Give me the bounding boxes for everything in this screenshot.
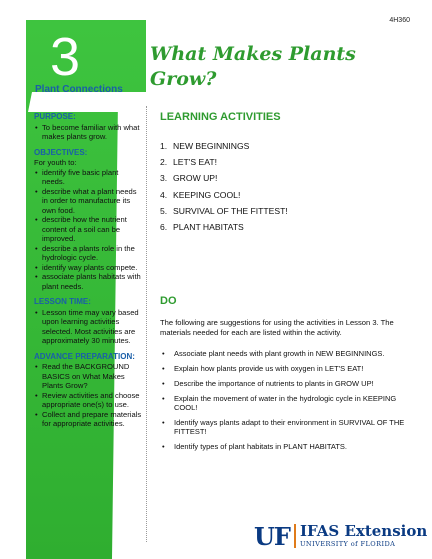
document-code: 4H360 bbox=[389, 17, 410, 24]
do-list bbox=[160, 349, 405, 457]
objective-item: • associate plants habitats with plant needs. bbox=[34, 272, 142, 291]
do-item: • Associate plant needs with plant growth in NEW BEGINNINGS. bbox=[160, 349, 405, 358]
do-intro: The following are suggestions for using the activities in Lesson 3. The materials needed for each are listed within the activity. bbox=[160, 318, 394, 337]
logo-university: UNIVERSITY of FLORIDA bbox=[299, 540, 396, 549]
page-title: What Makes Plants Grow? bbox=[150, 43, 356, 90]
do-item: • Explain how plants provide us with oxygen in LET'S EAT! bbox=[160, 364, 405, 373]
purpose-item: • To become familiar with what makes plants grow. bbox=[34, 123, 142, 142]
lesson-title: Plant Connections bbox=[35, 84, 123, 95]
lesson-number: 3 bbox=[50, 27, 81, 87]
learning-activities-list bbox=[160, 138, 288, 235]
lesson-time-list bbox=[34, 308, 142, 346]
objective-item: • describe what a plant needs in order to manufacture its own food. bbox=[34, 187, 142, 216]
learning-activities-heading: LEARNING ACTIVITIES bbox=[160, 111, 281, 123]
purpose-heading: PURPOSE: bbox=[34, 112, 76, 121]
uf-logo-mark: UF bbox=[254, 521, 290, 551]
objectives-heading: OBJECTIVES: bbox=[34, 147, 88, 157]
advance-prep-list bbox=[34, 362, 142, 429]
activity-item: 5. SURVIVAL OF THE FITTEST! bbox=[160, 205, 288, 216]
objectives-lead: For youth to: bbox=[34, 158, 77, 167]
sidebar bbox=[34, 112, 142, 429]
activity-item: 2. LET'S EAT! bbox=[160, 157, 217, 168]
purpose-list bbox=[34, 123, 142, 142]
advance-prep-item: • Collect and prepare materials for appropriate activities. bbox=[34, 410, 142, 429]
logo-separator bbox=[294, 524, 296, 548]
advance-prep-heading: ADVANCE PREPARATION: bbox=[34, 351, 135, 361]
do-heading: DO bbox=[160, 295, 177, 307]
activity-item: 1. NEW BEGINNINGS bbox=[160, 141, 250, 151]
advance-prep-item: • Read the BACKGROUND BASICS on What Makes Plants Grow? bbox=[34, 362, 142, 391]
ifas-extension-logo bbox=[254, 521, 427, 551]
objective-item: • identify way plants compete. bbox=[34, 263, 142, 273]
advance-prep-item: • Review activities and choose appropriate one(s) to use. bbox=[34, 391, 142, 410]
do-item: • Identify types of plant habitats in PLANT HABITATS. bbox=[160, 442, 405, 451]
objective-item: • describe a plants role in the hydrologic cycle. bbox=[34, 244, 142, 263]
activity-item: 3. GROW UP! bbox=[160, 173, 218, 184]
lesson-time-item: • Lesson time may vary based upon learning activities selected. Most activities are approximately 30 minutes. bbox=[34, 308, 142, 346]
logo-name: IFAS Extension bbox=[299, 522, 428, 541]
do-item: • Describe the importance of nutrients to plants in GROW UP! bbox=[160, 379, 405, 388]
activity-item: 6. PLANT HABITATS bbox=[160, 222, 244, 233]
objective-item: • describe how the nutrient content of a soil can be improved. bbox=[34, 215, 142, 244]
objectives-list bbox=[34, 168, 142, 292]
logo-text bbox=[300, 524, 427, 548]
objective-item: • identify five basic plant needs. bbox=[34, 168, 142, 187]
column-divider bbox=[146, 106, 147, 542]
do-item: • Identify ways plants adapt to their environment in SURVIVAL OF THE FITTEST! bbox=[160, 418, 405, 437]
activity-item: 4. KEEPING COOL! bbox=[160, 189, 241, 200]
lesson-time-heading: LESSON TIME: bbox=[34, 297, 91, 306]
do-item: • Explain the movement of water in the hydrologic cycle in KEEPING COOL! bbox=[160, 394, 405, 413]
